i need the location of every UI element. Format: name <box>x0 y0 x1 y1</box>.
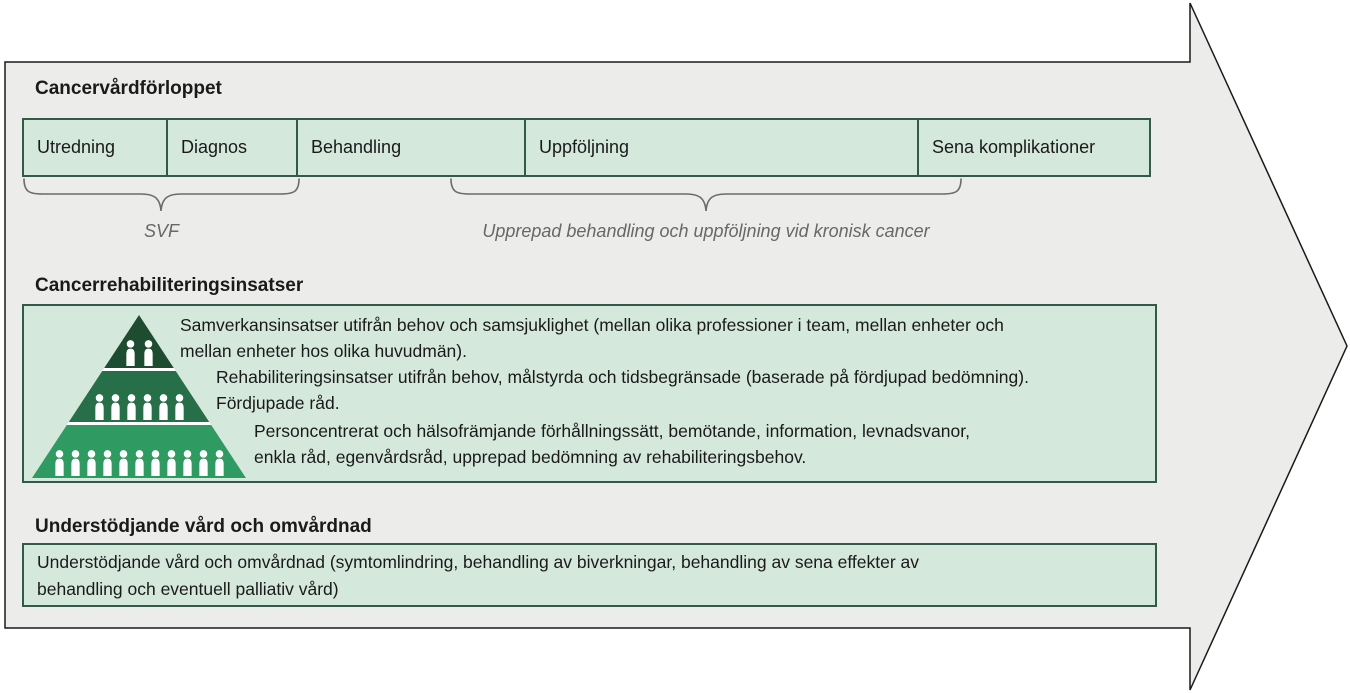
process-stage: Diagnos <box>166 118 298 177</box>
section-title-cancer-care-process: Cancervårdförloppet <box>35 78 222 99</box>
person-icon <box>149 450 162 476</box>
person-icon <box>101 450 114 476</box>
person-icon <box>157 394 170 420</box>
brace-label-svf: SVF <box>143 221 179 241</box>
person-icon <box>173 394 186 420</box>
person-icon <box>69 450 82 476</box>
person-icon <box>141 394 154 420</box>
process-stage: Utredning <box>22 118 168 177</box>
pyramid-tier-middle <box>32 371 246 422</box>
supportive-text-line: behandling och eventuell palliativ vård) <box>37 579 339 599</box>
pyramid-tier-bottom <box>32 425 246 478</box>
rehab-text-person-centred <box>254 418 970 470</box>
rehab-text-line: enkla råd, egenvårdsråd, upprepad bedömning av rehabiliteringsbehov. <box>254 447 807 467</box>
supportive-care-box <box>22 543 1157 607</box>
person-icon <box>133 450 146 476</box>
process-stage-row <box>22 118 1151 177</box>
process-stage: Behandling <box>296 118 526 177</box>
rehab-text-line: Rehabiliteringsinsatser utifrån behov, målstyrda och tidsbegränsade (baserade på fördjupad bedömning). <box>216 367 1029 387</box>
rehab-text-line: Personcentrerat och hälsofrämjande förhållningssätt, bemötande, information, levnadsvanor, <box>254 421 970 441</box>
person-icon <box>142 340 155 366</box>
person-icon <box>85 450 98 476</box>
person-icon <box>124 340 137 366</box>
rehab-text-collaboration <box>180 312 1004 364</box>
person-icon <box>109 394 122 420</box>
rehab-text-line: mellan enheter hos olika huvudmän). <box>180 341 467 361</box>
rehab-text-line: Samverkansinsatser utifrån behov och samsjuklighet (mellan olika professioner i team, mellan enheter och <box>180 315 1004 335</box>
curly-brace-svf <box>23 178 300 214</box>
section-title-supportive-care: Understödjande vård och omvårdnad <box>35 516 372 537</box>
section-title-cancer-rehabilitation: Cancerrehabiliteringsinsatser <box>35 275 304 296</box>
supportive-text-line: Understödjande vård och omvårdnad (symtomlindring, behandling av biverkningar, behandling av sena effekter av <box>37 552 920 572</box>
person-icon <box>181 450 194 476</box>
person-icon <box>93 394 106 420</box>
rehab-text-line: Fördjupade råd. <box>216 393 340 413</box>
person-icon <box>213 450 226 476</box>
process-stage: Sena komplikationer <box>917 118 1151 177</box>
person-icon <box>53 450 66 476</box>
rehab-text-rehabilitation-efforts <box>216 364 1029 416</box>
person-icon <box>197 450 210 476</box>
curly-brace-chronic-cancer <box>450 178 962 214</box>
person-icon <box>117 450 130 476</box>
person-icon <box>125 394 138 420</box>
brace-label-chronic-cancer: Upprepad behandling och uppföljning vid kronisk cancer <box>482 221 930 241</box>
person-icon <box>165 450 178 476</box>
process-stage: Uppföljning <box>524 118 919 177</box>
